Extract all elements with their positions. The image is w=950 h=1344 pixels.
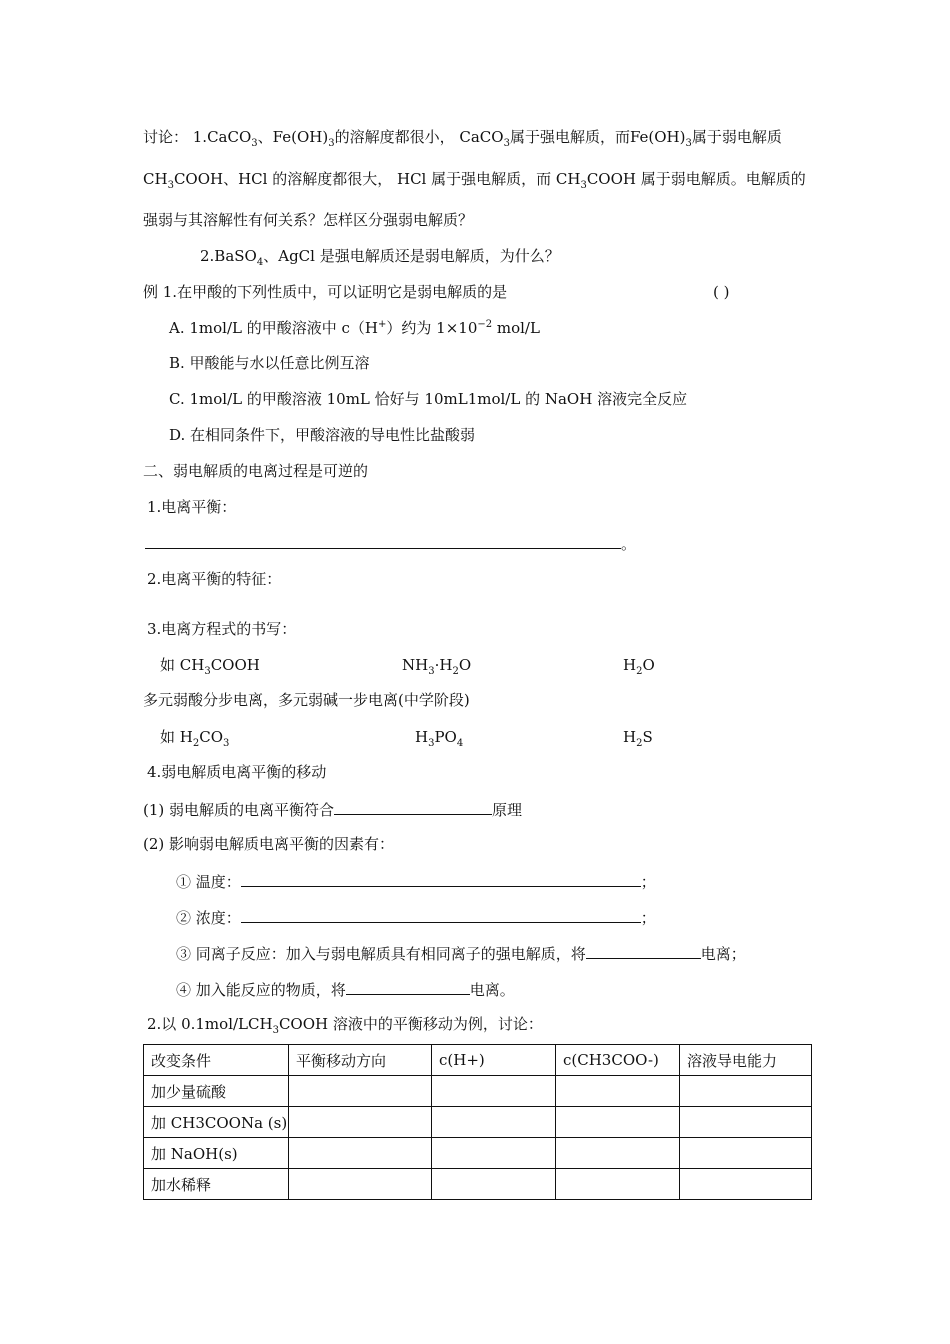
- answer-cell[interactable]: [289, 1169, 432, 1200]
- section-heading: 二、弱电解质的电离过程是可逆的: [143, 462, 369, 480]
- equation-h2s: $H_2S$: [623, 728, 653, 749]
- concentration-blank[interactable]: [241, 906, 641, 923]
- equilibrium-table: [143, 1044, 812, 1200]
- factor-temperature: ① 温度： ；: [176, 870, 656, 892]
- row-condition: 加少量硫酸: [144, 1076, 289, 1107]
- polyprotic-note: 多元弱酸分步电离，多元弱碱一步电离(中学阶段): [143, 691, 470, 709]
- discussion-line-2: $CH_3COOH$、HCl 的溶解度都很大， HCl 属于强电解质，而 $CH_3COOH$ 属于弱电解质。电解质的: [143, 170, 806, 191]
- principle-line: (1) 弱电解质的电离平衡符合 原理: [143, 798, 522, 820]
- equation-h3po4: $H_3PO_4$: [415, 728, 464, 749]
- header-condition: 改变条件: [144, 1045, 289, 1076]
- equation-nh3h2o: $NH_3\cdot H_2O$: [402, 656, 472, 677]
- table-header-row: [144, 1045, 812, 1076]
- header-shift-direction: 平衡移动方向: [289, 1045, 432, 1076]
- factor-concentration: ② 浓度： ；: [176, 906, 656, 928]
- answer-cell[interactable]: [432, 1138, 556, 1169]
- reactant-blank[interactable]: [346, 978, 470, 995]
- item-1-answer: 。: [145, 532, 636, 554]
- table-row: [144, 1076, 812, 1107]
- answer-cell[interactable]: [556, 1076, 680, 1107]
- example-stem: 例 1.在甲酸的下列性质中，可以证明它是弱电解质的是: [143, 283, 508, 301]
- answer-cell[interactable]: [432, 1076, 556, 1107]
- option-c: C. 1mol/L 的甲酸溶液 10mL 恰好与 10mL1mol/L 的 NaOH 溶液完全反应: [169, 390, 688, 408]
- principle-blank[interactable]: [334, 798, 492, 815]
- equation-ch3cooh: 如 $CH_3COOH$: [160, 656, 260, 677]
- answer-cell[interactable]: [556, 1138, 680, 1169]
- option-a: A. 1mol/L 的甲酸溶液中 c（H+）约为 $1\times 10^{-2}$ mol/L: [169, 319, 540, 337]
- answer-bracket: ( ): [713, 283, 730, 301]
- factor-common-ion: ③ 同离子反应：加入与弱电解质具有相同离子的强电解质，将 电离；: [176, 942, 746, 964]
- discussion-line-1: 讨论： 1.CaCO$_3$、$Fe(OH)_3$的溶解度都很小， CaCO$_3$属于强电解质，而$Fe(OH)_3$属于弱电解质: [143, 128, 782, 149]
- factor-reactant: ④ 加入能反应的物质，将 电离。: [176, 978, 515, 1000]
- answer-cell[interactable]: [556, 1107, 680, 1138]
- answer-blank[interactable]: [145, 532, 621, 549]
- factors-heading: (2) 影响弱电解质电离平衡的因素有：: [143, 835, 395, 853]
- header-acetate-concentration: c(CH3COO-): [556, 1045, 680, 1076]
- answer-cell[interactable]: [680, 1169, 812, 1200]
- answer-cell[interactable]: [680, 1076, 812, 1107]
- option-d: D. 在相同条件下，甲酸溶液的导电性比盐酸弱: [169, 426, 476, 444]
- discussion-2: 2.以 $0.1mol/LCH_3COOH$ 溶液中的平衡移动为例，讨论：: [147, 1015, 543, 1036]
- item-4: 4.弱电解质电离平衡的移动: [147, 763, 327, 781]
- common-ion-blank[interactable]: [586, 942, 701, 959]
- table-row: [144, 1138, 812, 1169]
- row-condition: 加水稀释: [144, 1169, 289, 1200]
- item-2: 2.电离平衡的特征：: [147, 570, 282, 588]
- answer-cell[interactable]: [556, 1169, 680, 1200]
- option-b: B. 甲酸能与水以任意比例互溶: [169, 354, 370, 372]
- answer-cell[interactable]: [432, 1107, 556, 1138]
- header-h-concentration: c(H+): [432, 1045, 556, 1076]
- row-condition: 加 CH3COONa (s): [144, 1107, 289, 1138]
- header-conductivity: 溶液导电能力: [680, 1045, 812, 1076]
- answer-cell[interactable]: [289, 1138, 432, 1169]
- answer-cell[interactable]: [432, 1169, 556, 1200]
- equation-h2co3: 如 $H_2CO_3$: [160, 728, 230, 749]
- row-condition: 加 NaOH(s): [144, 1138, 289, 1169]
- discussion-line-3: 强弱与其溶解性有何关系？怎样区分强弱电解质？: [143, 211, 474, 229]
- item-1: 1.电离平衡：: [147, 498, 237, 516]
- answer-cell[interactable]: [289, 1107, 432, 1138]
- temperature-blank[interactable]: [241, 870, 641, 887]
- discussion-question-2: 2.BaSO$_4$、AgCl 是强电解质还是弱电解质，为什么？: [200, 247, 560, 268]
- item-3: 3.电离方程式的书写：: [147, 620, 297, 638]
- answer-cell[interactable]: [680, 1138, 812, 1169]
- table-row: [144, 1107, 812, 1138]
- equation-h2o: $H_2O$: [623, 656, 655, 677]
- table-row: [144, 1169, 812, 1200]
- answer-cell[interactable]: [289, 1076, 432, 1107]
- answer-cell[interactable]: [680, 1107, 812, 1138]
